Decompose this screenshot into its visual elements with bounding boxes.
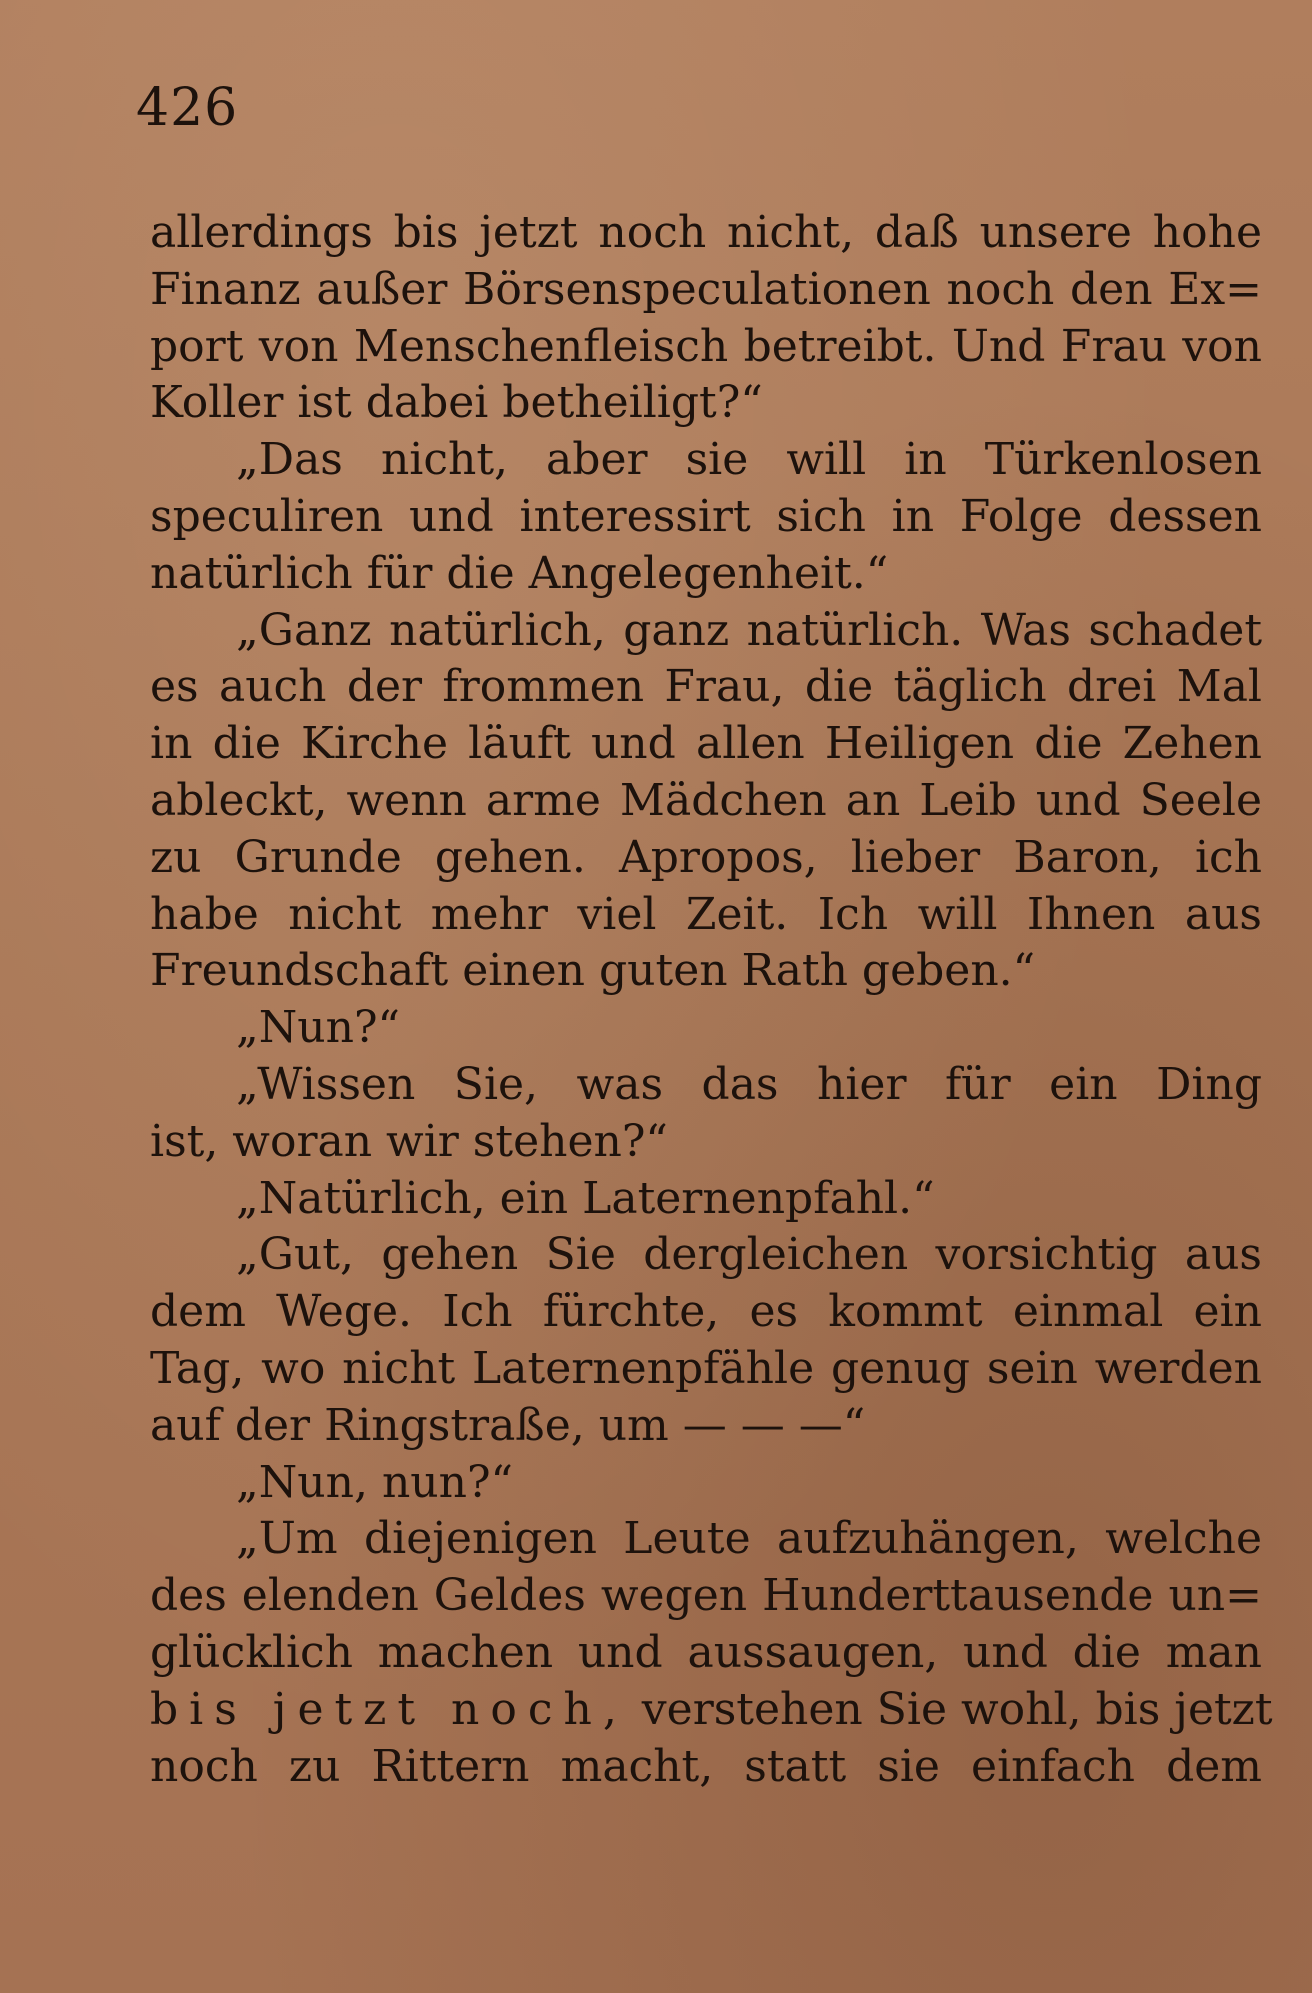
page-number: 426 <box>136 78 239 138</box>
text-line: ist, woran wir stehen?“ <box>150 1115 668 1167</box>
text-line: „Nun, nun?“ <box>236 1456 514 1508</box>
text-line: es auch der frommen Frau, die täglich drei Mal <box>150 661 1262 713</box>
text-line: speculiren und interessirt sich in Folge dessen <box>150 490 1262 542</box>
text-line: „Um diejenigen Leute aufzuhängen, welche <box>236 1513 1262 1565</box>
text-line: auf der Ringstraße, um — — —“ <box>150 1399 866 1451</box>
text-line: „Wissen Sie, was das hier für ein Ding <box>236 1058 1262 1110</box>
text-line: „Nun?“ <box>236 1002 401 1054</box>
text-line: „Das nicht, aber sie will in Türkenlosen <box>236 434 1262 486</box>
text-line: „Ganz natürlich, ganz natürlich. Was schadet <box>236 604 1262 656</box>
emphasized-text: bis jetzt noch, <box>150 1683 628 1735</box>
text-line: noch zu Rittern macht, statt sie einfach dem <box>150 1740 1262 1792</box>
body-text <box>150 205 1273 1795</box>
text-line: des elenden Geldes wegen Hunderttausende un= <box>150 1570 1262 1622</box>
text-line: Koller ist dabei betheiligt?“ <box>150 377 763 429</box>
text-line: in die Kirche läuft und allen Heiligen die Zehen <box>150 718 1262 770</box>
text-line: zu Grunde gehen. Apropos, lieber Baron, ich <box>150 831 1262 883</box>
text-line: Tag, wo nicht Laternenpfähle genug sein werden <box>150 1342 1262 1394</box>
text-line: „Gut, gehen Sie dergleichen vorsichtig aus <box>236 1229 1262 1281</box>
text-line: dem Wege. Ich fürchte, es kommt einmal ein <box>150 1286 1262 1338</box>
text-line: Freundschaft einen guten Rath geben.“ <box>150 945 1036 997</box>
text-segment: verstehen Sie wohl, bis jetzt <box>627 1683 1273 1735</box>
text-line: allerdings bis jetzt noch nicht, daß unsere hohe <box>150 207 1262 258</box>
text-line <box>150 1682 1273 1739</box>
text-line: „Natürlich, ein Laternenpfahl.“ <box>236 1172 935 1224</box>
text-line: ableckt, wenn arme Mädchen an Leib und Seele <box>150 774 1262 826</box>
text-line: port von Menschenfleisch betreibt. Und Frau von <box>150 320 1262 372</box>
text-line: glücklich machen und aussaugen, und die man <box>150 1626 1262 1678</box>
text-line: natürlich für die Angelegenheit.“ <box>150 547 889 599</box>
text-line: habe nicht mehr viel Zeit. Ich will Ihnen aus <box>150 888 1262 940</box>
text-line: Finanz außer Börsenspeculationen noch den Ex= <box>150 263 1262 315</box>
